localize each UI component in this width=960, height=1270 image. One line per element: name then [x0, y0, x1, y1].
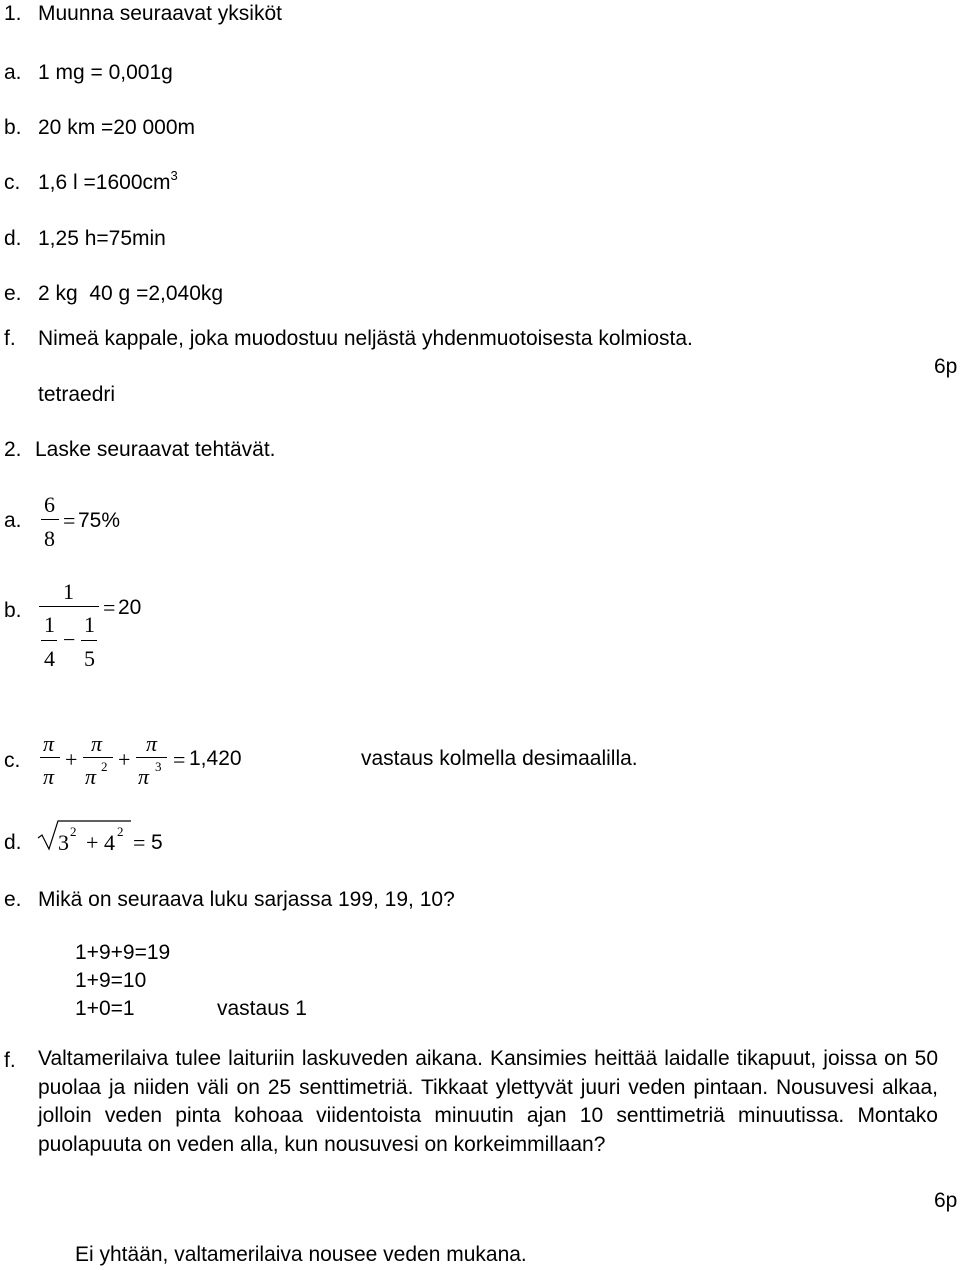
q2a-equals: =: [63, 508, 76, 533]
q2d-base1: 3: [58, 830, 69, 855]
q1-item-e-label: e.: [4, 282, 22, 305]
q1-points: 6p: [934, 355, 958, 378]
q2b-left-bar: [41, 640, 57, 641]
q1-item-c-text: [38, 168, 178, 194]
q1-item-a-text: 1 mg = 0,001g: [38, 61, 173, 84]
q1-heading: Muunna seuraavat yksiköt: [38, 2, 282, 25]
q2e-answer: vastaus 1: [217, 997, 307, 1020]
q2c-frac2-den: π: [85, 764, 97, 789]
q2b-minus: −: [63, 627, 76, 652]
q2d-equals: =: [133, 830, 146, 855]
q2d-exponent2: 2: [117, 824, 124, 839]
q1-item-a-label: a.: [4, 61, 22, 84]
q1-item-c-value: 1,6 l =1600cm: [38, 171, 171, 194]
q2b-right-bar: [81, 640, 97, 641]
q2e-line-3: 1+0=1: [75, 997, 135, 1020]
q2c-frac2-exponent: 2: [101, 759, 108, 774]
q2d-exponent1: 2: [70, 824, 77, 839]
q1-answer-f: tetraedri: [38, 383, 116, 406]
q2c-frac1-bar: [40, 757, 60, 758]
q2c-result: 1,420: [189, 747, 242, 770]
q1-item-d-text: 1,25 h=75min: [38, 227, 166, 250]
q2c-frac2-num: π: [91, 731, 103, 756]
q2a-result: 75%: [78, 509, 121, 532]
q1-item-b-label: b.: [4, 116, 22, 139]
q1-item-c-superscript: 3: [170, 168, 178, 183]
q1-item-c-label: c.: [4, 171, 21, 194]
q2e-text: Mikä on seuraava luku sarjassa 199, 19, 10?: [38, 888, 455, 911]
q2b-right-num: 1: [84, 612, 95, 637]
q2c-plus2: +: [118, 747, 131, 772]
q2e-label: e.: [4, 888, 22, 911]
q2-number: 2.: [4, 438, 22, 461]
q2e-line-1: 1+9+9=19: [75, 941, 171, 964]
q2f-text: Valtamerilaiva tulee laituriin laskuveden aikana. Kansimies heittää laidalle tikapuut, joissa on 50 puolaa ja niiden väli on 25 senttimetriä. Tikkaat ylettyvät juuri veden pintaan. Nousuvesi alkaa, jolloin veden pinta kohoaa viidentoista minuutin ajan 10 senttimetriä minuutissa. Montako puolapuuta on veden alla, kun nousuvesi on korkeimmillaan?: [38, 1047, 938, 1156]
q2f-points: 6p: [934, 1189, 958, 1212]
q1-item-b-text: 20 km =20 000m: [38, 116, 196, 139]
q2c-frac3-bar: [136, 757, 167, 758]
q2c-label: c.: [4, 749, 21, 772]
q2b-main-bar: [39, 606, 99, 607]
q2b-numerator: 1: [63, 579, 74, 604]
q2f-answer: Ei yhtään, valtamerilaiva nousee veden mukana.: [75, 1243, 527, 1266]
q2c-equals: =: [173, 747, 186, 772]
q1-item-d-label: d.: [4, 227, 22, 250]
q2d-plus: +: [86, 830, 99, 855]
q2c-frac3-exponent: 3: [155, 759, 162, 774]
q2c-note: vastaus kolmella desimaalilla.: [361, 747, 638, 770]
q1-item-e-text: 2 kg 40 g =2,040kg: [38, 282, 224, 305]
q2a-denominator: 8: [44, 526, 55, 551]
q1-number: 1.: [4, 2, 22, 25]
q2a-fraction-bar: [41, 519, 59, 520]
q2c-frac3-den: π: [138, 764, 150, 789]
q2d-base2: 4: [104, 830, 115, 855]
q2c-frac3-num: π: [146, 731, 158, 756]
q2b-result: 20: [118, 596, 142, 619]
q2d-label: d.: [4, 831, 22, 854]
q2d-result: 5: [151, 831, 163, 854]
q2c-plus1: +: [65, 747, 78, 772]
q2c-frac1-den: π: [43, 764, 55, 789]
q1-item-f-text: Nimeä kappale, joka muodostuu neljästä yhdenmuotoisesta kolmiosta.: [38, 327, 693, 350]
q2c-frac2-bar: [83, 757, 113, 758]
q2a-numerator: 6: [44, 492, 55, 517]
q2e-line-2: 1+9=10: [75, 969, 147, 992]
q2-heading: Laske seuraavat tehtävät.: [35, 438, 276, 461]
q2b-equals: =: [103, 595, 116, 620]
q2c-frac1-num: π: [43, 731, 55, 756]
q2b-left-num: 1: [44, 612, 55, 637]
q1-item-f-label: f.: [4, 327, 16, 350]
q2b-left-den: 4: [44, 646, 55, 671]
q2a-label: a.: [4, 509, 22, 532]
q2b-right-den: 5: [84, 646, 95, 671]
q2f-label: f.: [4, 1049, 16, 1072]
q2b-label: b.: [4, 599, 22, 622]
